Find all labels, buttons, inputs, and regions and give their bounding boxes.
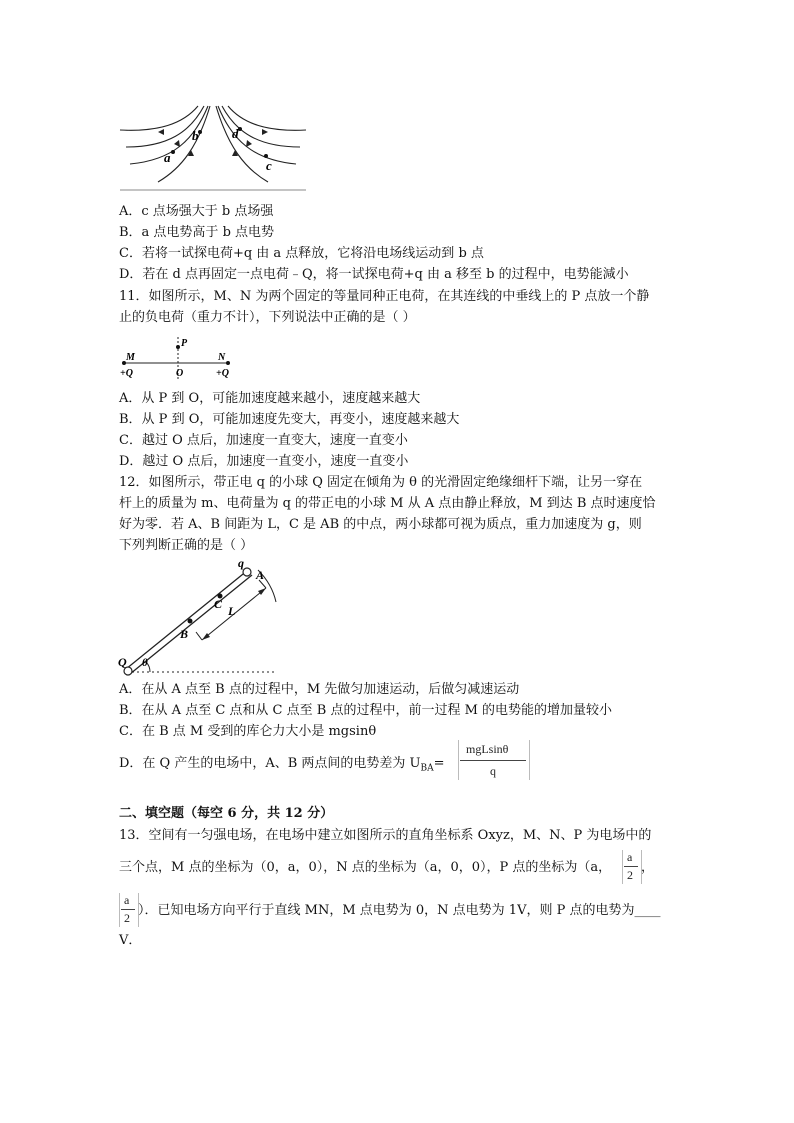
q12-fraction-bar [460,760,526,761]
potential-subscript: BA [420,763,434,774]
q13-fraction1-denominator: 2 [627,868,633,882]
label-l: L [228,604,236,618]
q12-option-b: B．在从 A 点至 C 点和从 C 点至 B 点的过程中，前一过程 M 的电势能的增加量较小 [119,703,613,718]
q13-fraction2-bar [121,909,135,910]
point-b-dot [198,130,202,134]
equals-sign: = [433,756,445,771]
q10-option-c: C．若将一试探电荷+q 由 a 点释放，它将沿电场线运动到 b 点 [119,246,484,261]
q13-fraction1-numerator: a [627,850,633,864]
q10-option-a: A．c 点场强大于 b 点场强 [119,204,274,219]
q11-option-a: A．从 P 到 O，可能加速度越来越小，速度越来越大 [119,391,421,406]
label-a: a [164,150,171,165]
q12-stem-line3: 好为零．若 A、B 间距为 L，C 是 AB 的中点，两小球都可视为质点，重力加速度为 g，则 [119,517,642,532]
field-lines-figure [118,102,308,194]
q12-option-d [119,755,445,778]
q13-comma: ， [641,860,655,875]
label-b: b [192,128,199,143]
q13-line1: 13．空间有一匀强电场，在电场中建立如图所示的直角坐标系 Oxyz，M、N、P 为电场中的 [119,828,652,843]
charges-figure [118,335,238,381]
q13-fraction1-bar [624,866,638,867]
q12-option-d-text: D．在 Q 产生的电场中，A、B 两点间的电势差为 U [119,756,421,771]
q12-fraction-denominator: q [490,764,496,778]
point-a-dot [171,150,175,154]
q12-stem-line1: 12．如图所示，带正电 q 的小球 Q 固定在倾角为 θ 的光滑固定绝缘细杆下端，让另一穿在 [119,475,643,490]
label-m: M [126,352,135,363]
inclined-rod-figure [116,556,286,678]
q10-option-b: B．a 点电势高于 b 点电势 [119,225,275,240]
q11-option-d: D．越过 O 点后，加速度一直变小，速度一直变小 [119,454,409,469]
q13-line2: 三个点，M 点的坐标为（0，a，0），N 点的坐标为（a，0，0），P 点的坐标为（a， [119,860,612,875]
point-d-dot [238,127,242,131]
q12-stem-line4: 下列判断正确的是（ ） [119,538,254,553]
q12-stem-line2: 杆上的质量为 m、电荷量为 q 的带正电的小球 M 从 A 点由静止释放，M 到达 B 点时速度恰 [119,496,656,511]
label-b: B [180,627,189,641]
label-a: A [256,568,265,582]
q13-fraction2-numerator: a [124,893,130,907]
q13-line4: V． [119,933,142,948]
label-d: d [232,126,239,141]
label-q-small: q [238,556,244,570]
label-plus-q-left: +Q [120,368,133,379]
q11-option-b: B．从 P 到 O，可能加速度先变大，再变小，速度越来越大 [119,412,460,427]
label-p: P [181,338,188,349]
q13-fraction2-denominator: 2 [124,911,130,925]
q11-stem-line1: 11．如图所示，M、N 为两个固定的等量同种正电荷，在其连线的中垂线上的 P 点放一个静 [119,289,650,304]
q12-fraction-numerator: mgLsinθ [466,742,509,756]
q10-option-d: D．若在 d 点再固定一点电荷﹣Q，将一试探电荷+q 由 a 移至 b 的过程中，电势能減小 [119,267,629,282]
label-o: O [176,368,184,379]
q12-option-a: A．在从 A 点至 B 点的过程中，M 先做匀加速运动，后做匀减速运动 [119,682,520,697]
q13-line3: ）．已知电场方向平行于直线 MN，M 点电势为 0，N 点电势为 1V，则 P 点的电势为____ [138,903,661,918]
label-theta: θ [142,657,148,669]
label-q-big: Q [118,655,127,669]
label-n: N [218,352,226,363]
q11-option-c: C．越过 O 点后，加速度一直变大，速度一直变小 [119,433,408,448]
section-title: 二、填空题（每空 6 分，共 12 分） [119,806,334,821]
q12-option-c: C．在 B 点 M 受到的库仑力大小是 mgsinθ [119,724,377,739]
label-plus-q-right: +Q [216,368,229,379]
label-c: C [214,597,223,611]
q11-stem-line2: 止的负电荷（重力不计），下列说法中正确的是（ ） [119,310,416,325]
label-c: c [266,158,272,173]
